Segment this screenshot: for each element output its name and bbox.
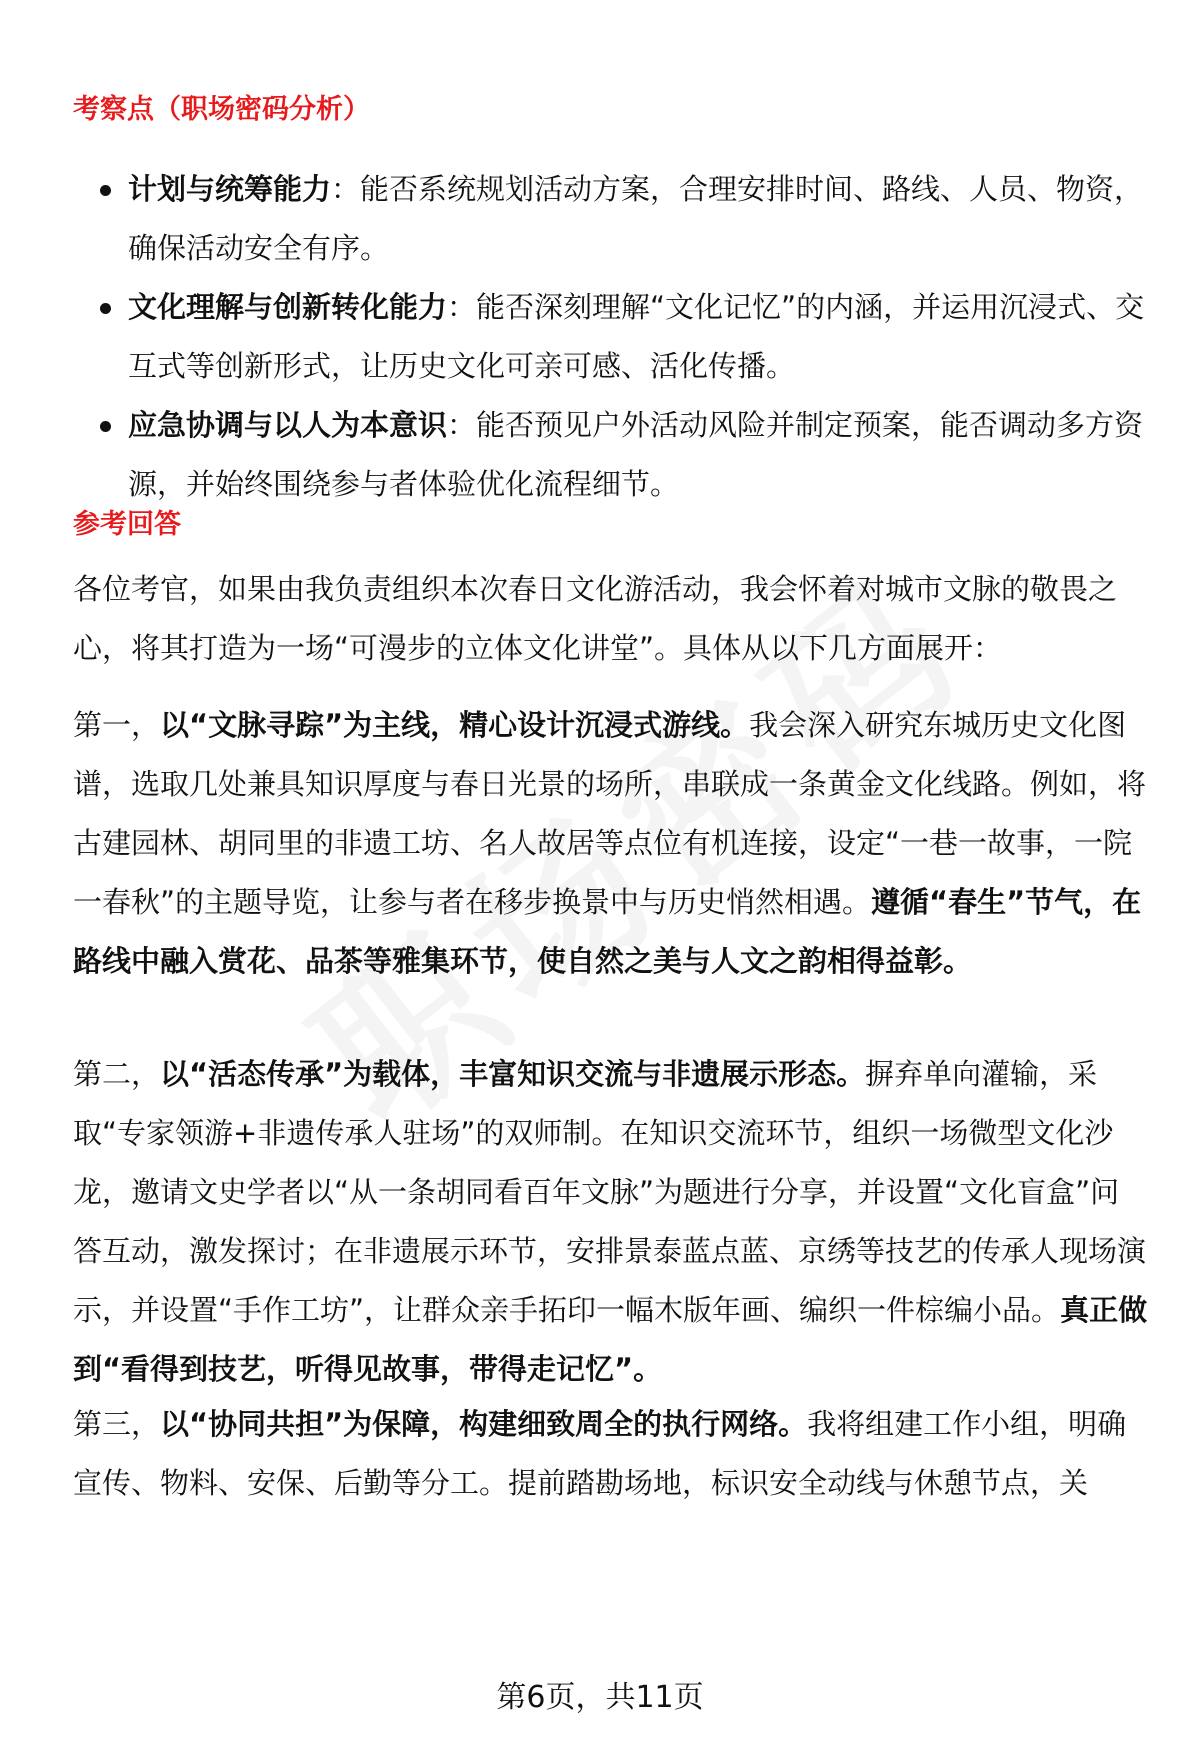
paragraph-bold-lead: 以“协同共担”为保障，构建细致周全的执行网络。 (160, 1407, 808, 1441)
bullet-text: ：能否系统规划活动方案，合理安排时间、路线、人员、物资，确保活动安全有序。 (128, 172, 1144, 265)
section-heading-analysis: 考察点（职场密码分析） (73, 94, 370, 125)
bullet-term: 应急协调与以人为本意识 (128, 408, 448, 442)
paragraph-third (73, 1395, 1148, 1513)
paragraph-lead: 第一， (73, 708, 161, 742)
paragraph-bold-end: 真正做到“看得到技艺，听得见故事，带得走记忆”。 (73, 1293, 1148, 1386)
intro-paragraph: 各位考官，如果由我负责组织本次春日文化游活动，我会怀着对城市文脉的敬畏之心，将其打造为一场“可漫步的立体文化讲堂”。具体从以下几方面展开： (73, 572, 1118, 665)
bullet-item (73, 160, 1153, 278)
paragraph-bold-end: 遵循“春生”节气，在路线中融入赏花、品茶等雅集环节，使自然之美与人文之韵相得益彰。 (73, 885, 1142, 978)
section-heading-answer: 参考回答 (73, 509, 181, 540)
paragraph-lead: 第二， (73, 1057, 161, 1091)
paragraph-bold-lead: 以“活态传承”为载体，丰富知识交流与非遗展示形态。 (160, 1057, 866, 1091)
paragraph-second (73, 1045, 1148, 1399)
bullet-item (73, 278, 1153, 396)
paragraph-lead: 第三， (73, 1407, 161, 1441)
bullet-item (73, 396, 1153, 514)
paragraph-bold-lead: 以“文脉寻踪”为主线，精心设计沉浸式游线。 (160, 708, 750, 742)
page-number-footer: 第6页，共11页 (496, 1680, 704, 1715)
analysis-bullet-list (73, 160, 1153, 514)
paragraph-text: 摒弃单向灌输，采取“专家领游+非遗传承人驻场”的双师制。在知识交流环节，组织一场微型文化沙龙，邀请文史学者以“从一条胡同看百年文脉”为题进行分享，并设置“文化盲盒”问答互动，激发探讨；在非遗展示环节，安排景泰蓝点蓝、京绣等技艺的传承人现场演示，并设置“手作工坊”，让群众亲手拓印一幅木版年画、编织一件棕编小品。 (73, 1057, 1147, 1327)
bullet-text: ：能否预见户外活动风险并制定预案，能否调动多方资源，并始终围绕参与者体验优化流程细节。 (128, 408, 1144, 501)
bullet-term: 计划与统筹能力 (128, 172, 332, 206)
bullet-text: ：能否深刻理解“文化记忆”的内涵，并运用沉浸式、交互式等创新形式，让历史文化可亲可感、活化传播。 (128, 290, 1145, 383)
paragraph-first (73, 696, 1148, 991)
bullet-term: 文化理解与创新转化能力 (128, 290, 448, 324)
paragraph-text: 我将组建工作小组，明确宣传、物料、安保、后勤等分工。提前踏勘场地，标识安全动线与休憩节点，关 (73, 1407, 1127, 1500)
paragraph-text: 我会深入研究东城历史文化图谱，选取几处兼具知识厚度与春日光景的场所，串联成一条黄金文化线路。例如，将古建园林、胡同里的非遗工坊、名人故居等点位有机连接，设定“一巷一故事，一院一春秋”的主题导览，让参与者在移步换景中与历史悄然相遇。 (73, 708, 1147, 919)
